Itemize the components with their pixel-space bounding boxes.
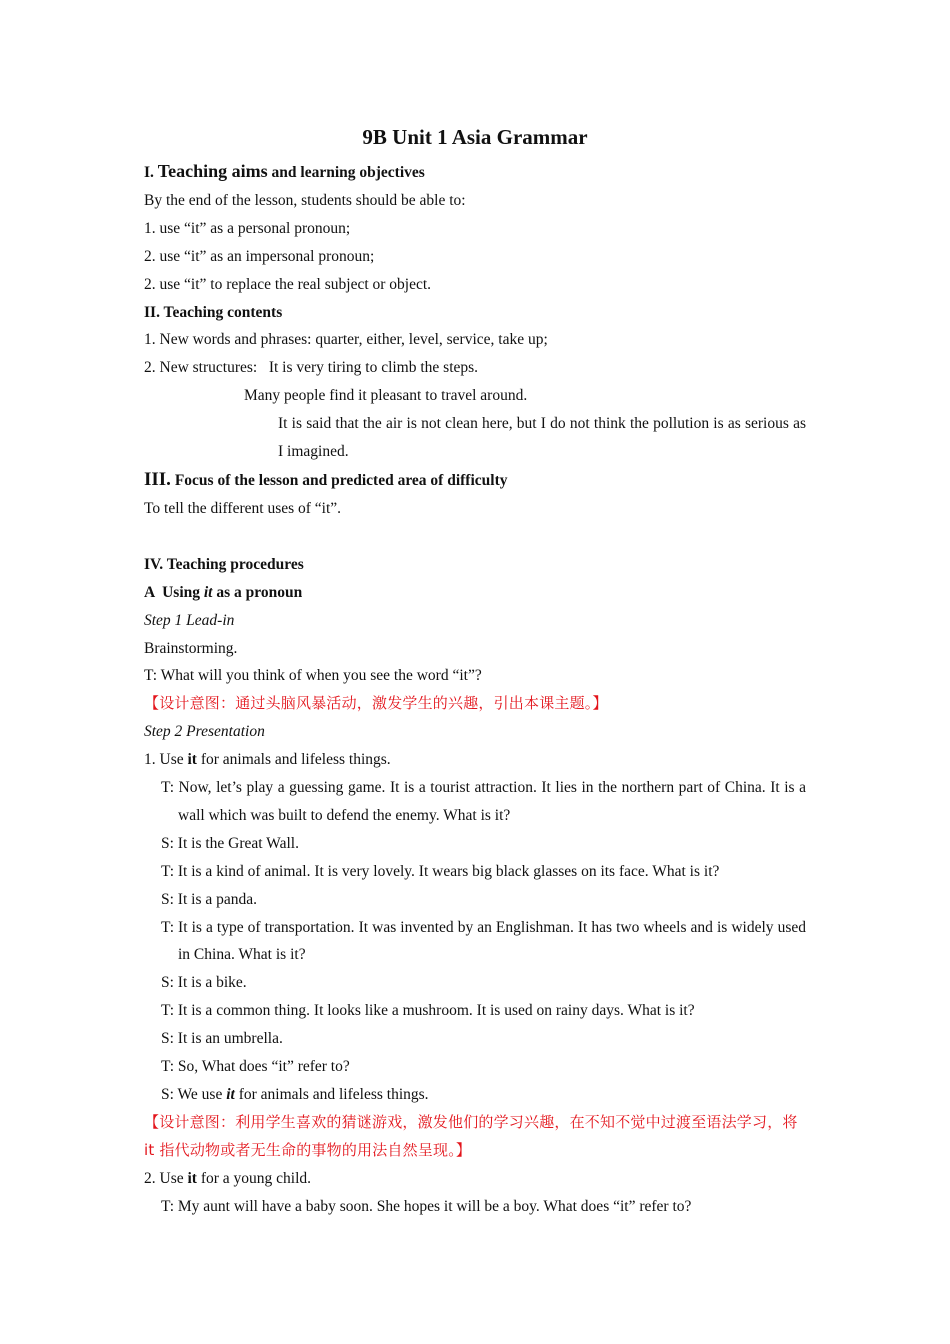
- structure-example-3: It is said that the air is not clean here, but I do not think the pollution is as serious as I imagined.: [278, 415, 806, 461]
- dialog-line: T: My aunt will have a baby soon. She hopes it will be a boy. What does “it” refer to?: [161, 1197, 692, 1215]
- dialog-line: S: It is a panda.: [161, 890, 257, 908]
- spacer: [144, 523, 806, 551]
- section-1-heading: [144, 158, 806, 187]
- brainstorming-text: Brainstorming.: [144, 639, 238, 657]
- new-words: 1. New words and phrases: quarter, either, level, service, take up;: [144, 331, 548, 349]
- design-note-2: 【设计意图：利用学生喜欢的猜谜游戏，激发他们的学习兴趣，在不知不觉中过渡至语法学习，将 it 指代动物或者无生命的事物的用法自然呈现。】: [144, 1112, 798, 1159]
- part-a-pre: A Using: [144, 583, 200, 601]
- use-1-heading: [144, 746, 806, 774]
- teacher-question: T: What will you think of when you see the word “it”?: [144, 667, 482, 685]
- structure-example-2: Many people find it pleasant to travel around.: [244, 387, 528, 405]
- section-1-heading-main: Teaching aims: [157, 161, 268, 181]
- dialog-line: S: It is an umbrella.: [161, 1030, 283, 1048]
- step-2-heading: Step 2 Presentation: [144, 723, 265, 741]
- section-3-heading-text: Focus of the lesson and predicted area of difficulty: [174, 471, 508, 489]
- document-page: [144, 120, 806, 1221]
- objectives-intro: By the end of the lesson, students should be able to:: [144, 191, 466, 209]
- answer-it: it: [226, 1086, 235, 1103]
- dialog-line: T: It is a type of transportation. It was invented by an Englishman. It has two wheels and is widely used in China. What is it?: [161, 918, 806, 964]
- dialog-line: S: It is a bike.: [161, 974, 247, 992]
- design-note-1: 【设计意图：通过头脑风暴活动，激发学生的兴趣，引出本课主题。】: [144, 694, 608, 713]
- dialog-line: T: It is a common thing. It looks like a mushroom. It is used on rainy days. What is it?: [161, 1002, 695, 1020]
- new-structures-label: 2. New structures: It is very tiring to climb the steps.: [144, 359, 479, 377]
- dialog-line: T: It is a kind of animal. It is very lovely. It wears big black glasses on its face. What is it?: [161, 862, 720, 880]
- answer-post: for animals and lifeless things.: [238, 1086, 429, 1103]
- dialog-line-answer: [144, 1081, 806, 1109]
- objective-item: 1. use “it” as a personal pronoun;: [144, 219, 351, 237]
- use-2-heading: [144, 1165, 806, 1193]
- objective-item: 2. use “it” to replace the real subject or object.: [144, 275, 432, 293]
- objective-item: 2. use “it” as an impersonal pronoun;: [144, 247, 375, 265]
- use-1-post: for animals and lifeless things.: [200, 751, 391, 769]
- section-2-heading: II. Teaching contents: [144, 303, 283, 321]
- focus-text: To tell the different uses of “it”.: [144, 499, 342, 517]
- dialog-line: T: Now, let’s play a guessing game. It is a tourist attraction. It lies in the northern part of China. It is a wall which was built to defend the enemy. What is it?: [161, 779, 806, 824]
- page-title: 9B Unit 1 Asia Grammar: [362, 125, 588, 149]
- part-a-post: as a pronoun: [216, 583, 303, 601]
- use-2-post: for a young child.: [200, 1169, 312, 1187]
- dialog-line: T: So, What does “it” refer to?: [161, 1058, 350, 1076]
- use-1-it: it: [187, 751, 197, 769]
- section-4-heading: IV. Teaching procedures: [144, 555, 304, 573]
- section-3-number: III.: [144, 468, 171, 490]
- use-1-pre: 1. Use: [144, 751, 184, 769]
- part-a-heading: [144, 579, 806, 607]
- use-2-it: it: [187, 1169, 197, 1187]
- answer-pre: S: We use: [161, 1086, 223, 1103]
- use-2-pre: 2. Use: [144, 1169, 184, 1187]
- section-1-number: I.: [144, 164, 154, 181]
- part-a-it: it: [203, 583, 213, 601]
- dialog-line: S: It is the Great Wall.: [161, 834, 299, 852]
- section-3-heading: [144, 466, 806, 495]
- section-1-heading-rest: and learning objectives: [271, 164, 425, 181]
- step-1-heading: Step 1 Lead-in: [144, 611, 235, 629]
